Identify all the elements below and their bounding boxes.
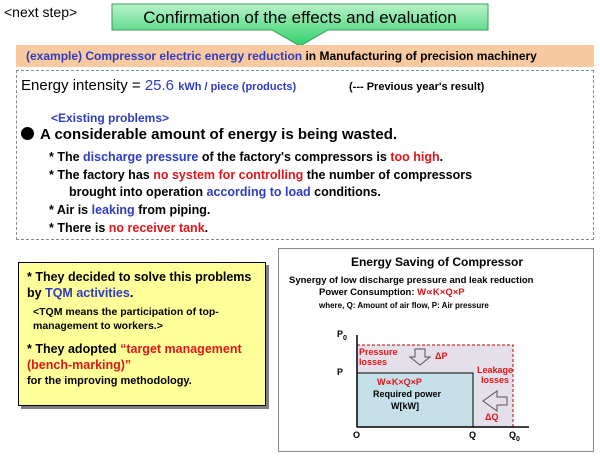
tqm-note-box xyxy=(18,262,266,406)
tqm-em: TQM activities xyxy=(45,286,130,300)
problem-text: . xyxy=(204,221,209,235)
example-suffix: in Manufacturing of precision machinery xyxy=(305,49,537,63)
delta-p-label: ΔP xyxy=(435,351,448,361)
main-problem-text: A considerable amount of energy is being wasted. xyxy=(40,126,398,143)
power-formula: W∝K×Q×P xyxy=(417,287,465,298)
tqm-text: * They adopted xyxy=(27,342,117,356)
energy-intensity xyxy=(21,77,296,94)
example-prefix: (example) xyxy=(26,49,83,63)
problem-item xyxy=(49,203,210,217)
problem-text: the number of compressors xyxy=(306,168,473,182)
required-power-label: Required power xyxy=(373,389,442,399)
main-problem xyxy=(21,126,397,143)
required-power-unit: W[kW] xyxy=(391,401,419,411)
x-label-o: O xyxy=(353,430,361,440)
y-p0-text: P xyxy=(337,329,344,339)
x-q0-sub: 0 xyxy=(516,435,520,443)
y-p0-sub: 0 xyxy=(343,334,347,342)
problem-text: * There is xyxy=(49,221,106,235)
intensity-unit: kWh / piece (products) xyxy=(178,81,297,93)
problem-em-red: no system for controlling xyxy=(153,168,304,182)
tqm-line-3: for the improving methodology. xyxy=(27,375,192,387)
x-label-q: Q xyxy=(469,430,477,440)
tqm-em-red: “target management (bench-marking)” xyxy=(27,342,242,372)
y-label-p0 xyxy=(337,329,347,342)
problem-item xyxy=(49,168,472,182)
y-label-p: P xyxy=(337,367,344,377)
problem-text: * The xyxy=(49,150,80,164)
power-consumption xyxy=(319,287,465,298)
existing-problems-heading: <Existing problems> xyxy=(51,111,170,125)
tqm-line-2 xyxy=(27,341,259,373)
problem-em: according to load xyxy=(206,185,311,199)
x-label-q0 xyxy=(509,430,520,443)
power-label: Power Consumption: xyxy=(319,287,415,298)
problem-text: of the factory's compressors is xyxy=(201,150,387,164)
problem-em-red: too high xyxy=(390,150,440,164)
delta-q-label: ΔQ xyxy=(485,412,499,422)
intensity-label: Energy intensity = xyxy=(21,77,141,94)
tqm-text: . xyxy=(129,286,134,300)
problem-text: * The factory has xyxy=(49,168,150,182)
leakage-losses-label: Leakage losses xyxy=(476,365,514,385)
diagram-title: Energy Saving of Compressor xyxy=(350,255,524,269)
example-bar xyxy=(16,45,594,67)
problem-item xyxy=(49,150,443,164)
problem-text: brought into operation xyxy=(69,185,204,199)
example-highlight: Compressor electric energy reduction xyxy=(85,49,303,63)
tqm-line-1 xyxy=(27,269,259,301)
problem-text: from piping. xyxy=(138,203,211,217)
x-q0-text: Q xyxy=(509,430,517,440)
next-step-label: <next step> xyxy=(4,4,78,20)
problem-text: conditions. xyxy=(314,185,381,199)
problems-panel xyxy=(16,70,594,240)
compressor-energy-diagram xyxy=(278,248,594,452)
problem-em-red: no receiver tank xyxy=(108,221,205,235)
problem-item xyxy=(69,185,381,199)
diagram-subtitle: Synergy of low discharge pressure and leak reduction xyxy=(289,275,534,286)
problem-item xyxy=(49,221,208,235)
intensity-value: 25.6 xyxy=(144,77,175,94)
where-note: where, Q: Amount of air flow, P: Air pressure xyxy=(319,301,489,310)
problem-em: leaking xyxy=(91,203,135,217)
problem-text: * Air is xyxy=(49,203,89,217)
problem-text: . xyxy=(439,150,444,164)
page-title: Confirmation of the effects and evaluation xyxy=(143,8,457,27)
problem-em: discharge pressure xyxy=(83,150,199,164)
tqm-text: * They decided to solve this problems by xyxy=(27,270,252,300)
pressure-losses-label: Pressure losses xyxy=(359,347,398,367)
previous-result-note: (--- Previous year's result) xyxy=(349,81,485,93)
inner-formula: W∝K×Q×P xyxy=(377,377,422,387)
tqm-definition: <TQM means the participation of top-management to workers.> xyxy=(33,306,219,332)
bullet-dot-icon xyxy=(21,127,34,140)
